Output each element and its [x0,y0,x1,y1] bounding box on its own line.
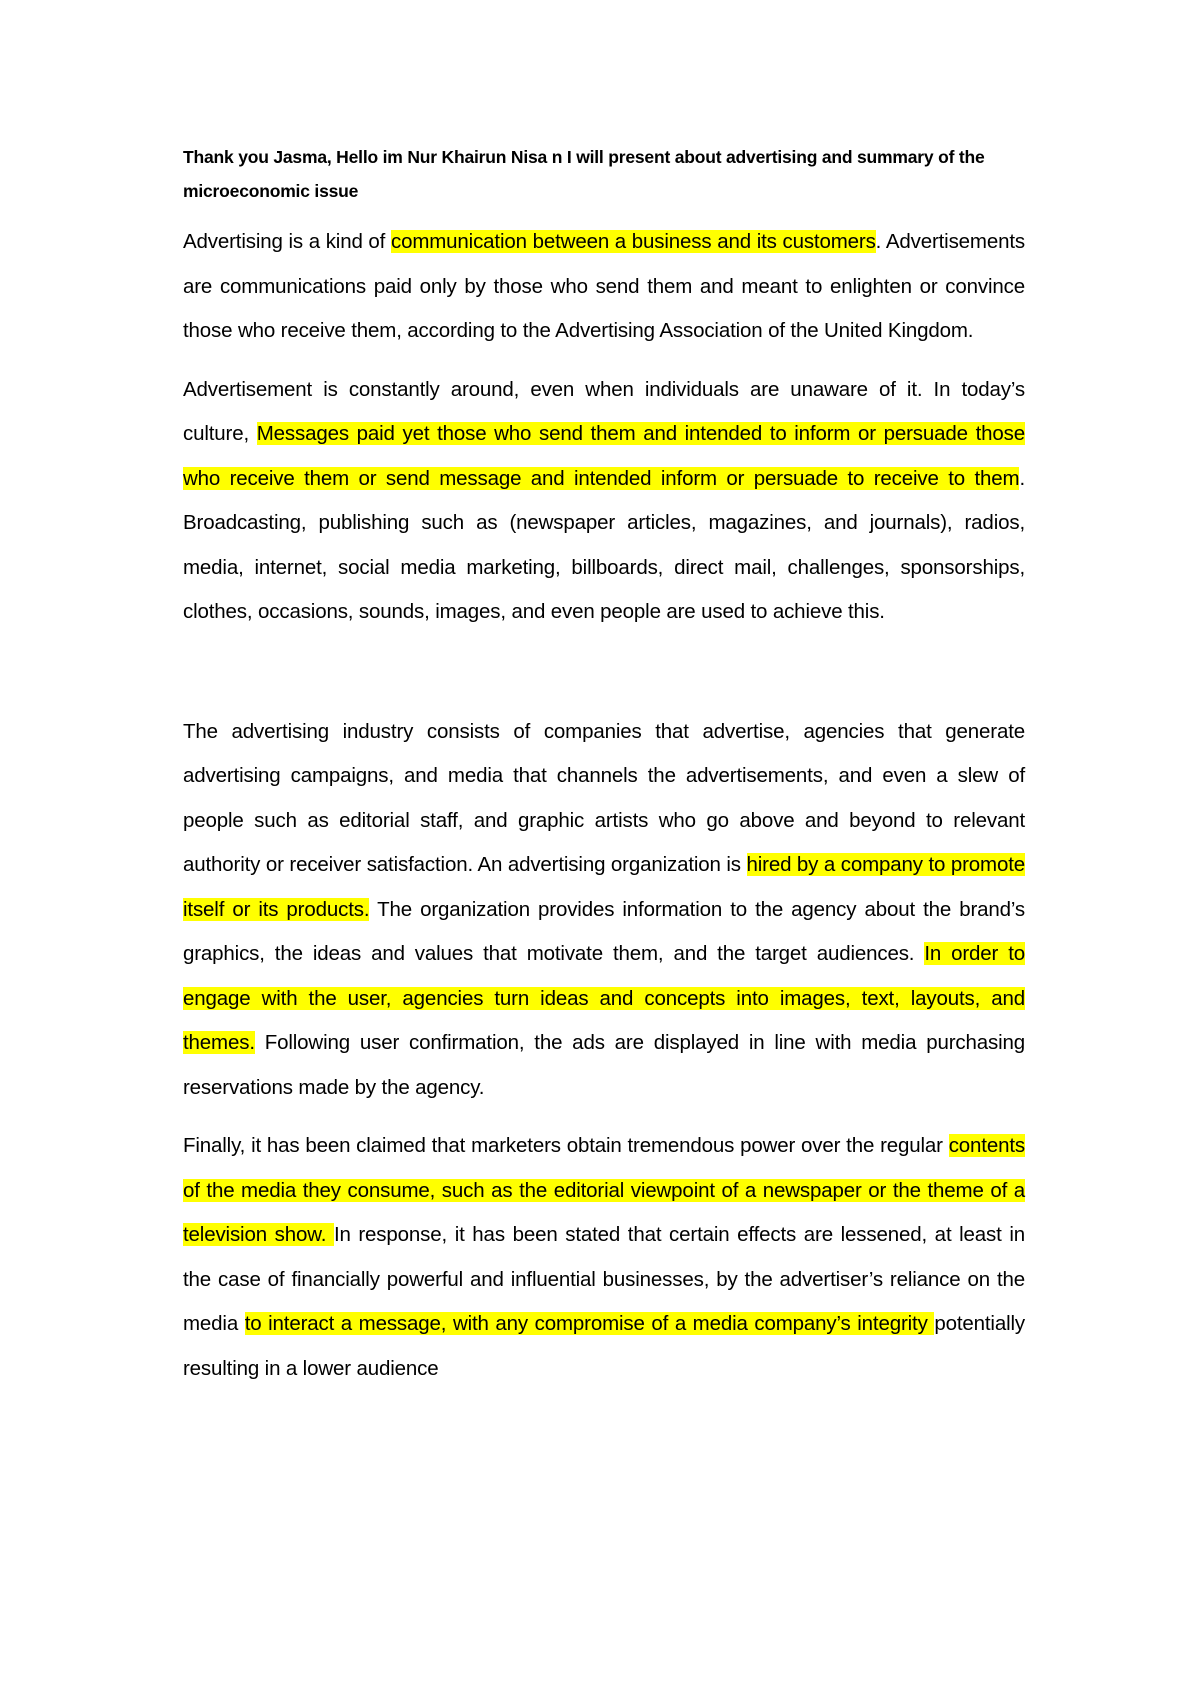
highlighted-text-run: Messages paid yet those who send them and intended to inform or persuade those who receive them or send message and intended inform or persuade to receive to them [183,422,1025,490]
text-run: Advertisement is constantly around, even when individuals are unaware of it. In today’s culture, [183,377,1025,445]
text-run: . Broadcasting, publishing such as (newspaper articles, magazines, and journals), radios, media, internet, social media marketing, billboards, direct mail, challenges, sponsorships, clothes, occasions, sounds, images, and even people are used to achieve this. [183,466,1025,623]
paragraph-advertising-definition [183,220,1025,354]
text-run: The organization provides information to the agency about the brand’s graphics, the ideas and values that motivate them, and the target audiences. [183,897,1026,965]
text-run: potentially resulting in a lower audience [183,1312,1025,1380]
paragraph-marketers-power [183,1124,1025,1391]
paragraph-advertisement-culture [183,368,1025,635]
text-run: The advertising industry consists of companies that advertise, agencies that generate advertising campaigns, and media that channels the advertisements, and even a slew of people such as editorial staff, and graphic artists who go above and beyond to relevant authority or receiver satisfaction. An advertising organization is [183,719,1025,876]
highlighted-text-run: contents of the media they consume, such as the editorial viewpoint of a newspaper or the theme of a television show. [183,1134,1025,1246]
paragraph-advertising-industry [183,710,1025,1111]
highlighted-text-run: In order to engage with the user, agencies turn ideas and concepts into images, text, layouts, and themes. [183,942,1025,1054]
highlighted-text-run: to interact a message, with any compromise of a media company’s integrity [244,1312,935,1335]
highlighted-text-run: communication between a business and its customers [390,230,876,253]
text-run: . Advertisements are communications paid only by those who send them and meant to enlighten or convince those who receive them, according to the Advertising Association of the United Kingdom. [183,230,1025,342]
text-run: Advertising is a kind of [183,230,391,253]
document-body [183,140,1025,1405]
text-run: Finally, it has been claimed that marketers obtain tremendous power over the regular [183,1134,949,1157]
highlighted-text-run: hired by a company to promote itself or its products. [183,853,1025,921]
intro-heading: Thank you Jasma, Hello im Nur Khairun Nisa n I will present about advertising and summary of the microeconomic issue [183,147,985,201]
text-run: Following user confirmation, the ads are displayed in line with media purchasing reservations made by the agency. [183,1031,1025,1099]
text-run: In response, it has been stated that certain effects are lessened, at least in the case of financially powerful and influential businesses, by the advertiser’s reliance on the media [183,1223,1025,1335]
